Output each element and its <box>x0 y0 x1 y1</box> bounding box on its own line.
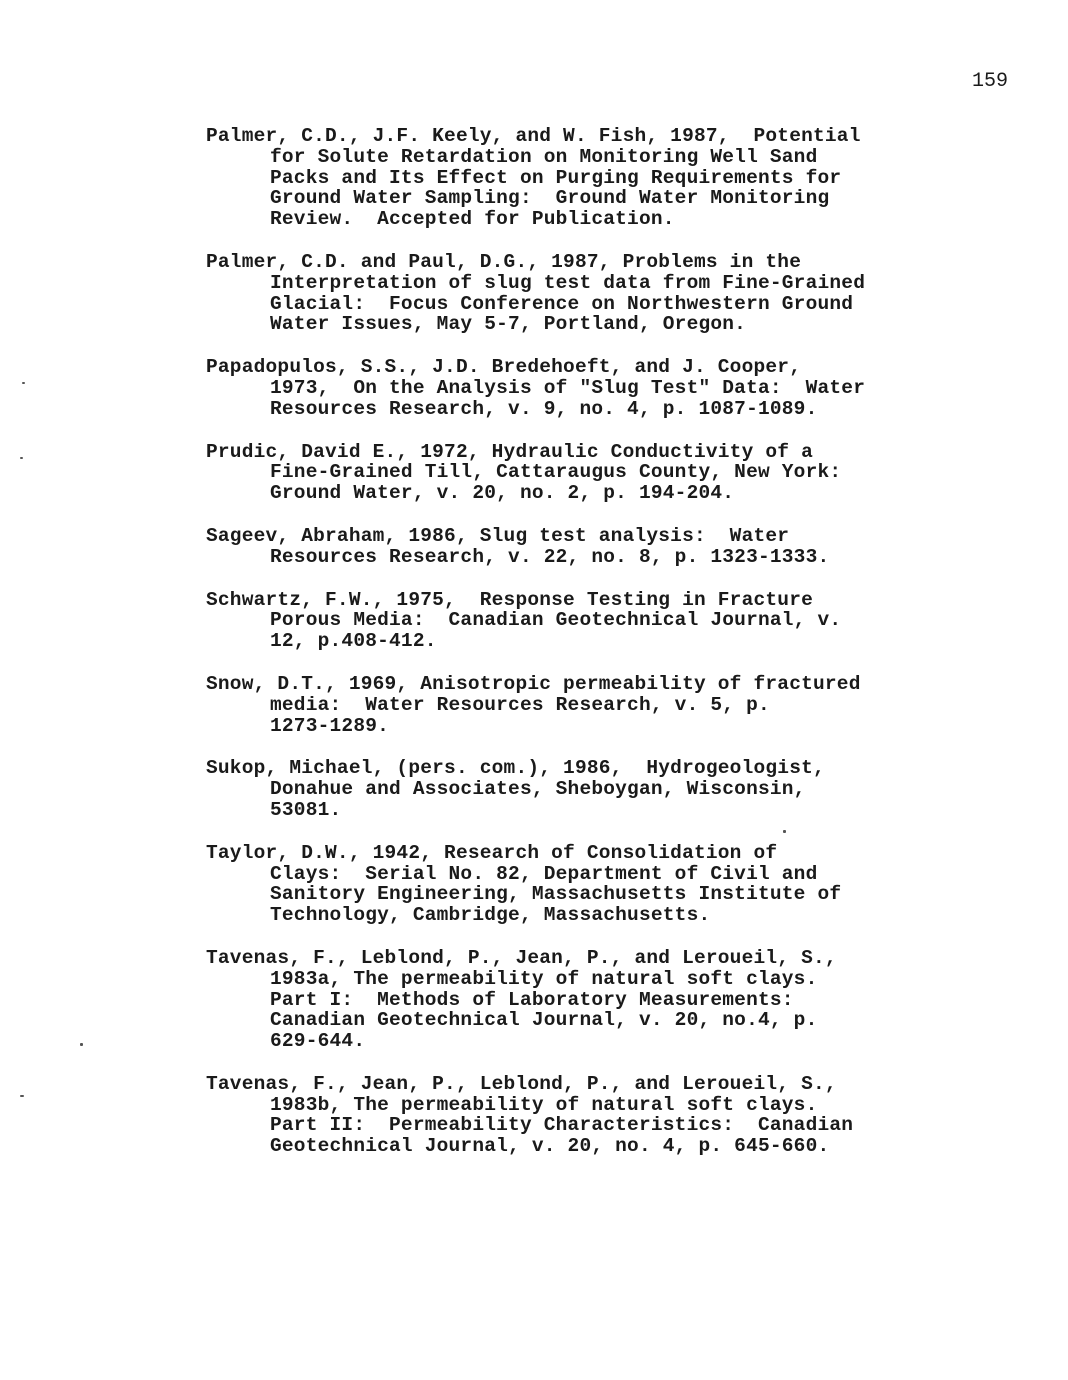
reference-first-line: Taylor, D.W., 1942, Research of Consolidation of <box>206 841 778 864</box>
reference-continuation-line: Resources Research, v. 22, no. 8, p. 1323-1333. <box>270 545 830 568</box>
reference-first-line: Snow, D.T., 1969, Anisotropic permeability of fractured <box>206 672 861 695</box>
reference-first-line: Palmer, C.D., J.F. Keely, and W. Fish, 1987, Potential <box>206 125 861 147</box>
reference-first-line: Tavenas, F., Jean, P., Leblond, P., and Leroueil, S., <box>206 1072 837 1095</box>
reference-continuation-line: Geotechnical Journal, v. 20, no. 4, p. 645-660. <box>270 1135 830 1158</box>
reference-entry <box>206 948 926 1052</box>
reference-first-line: Palmer, C.D. and Paul, D.G., 1987, Problems in the <box>206 250 802 273</box>
reference-entry <box>206 1074 926 1157</box>
reference-first-line: Prudic, David E., 1972, Hydraulic Conductivity of a <box>206 440 813 463</box>
reference-entry <box>206 590 926 652</box>
reference-entry <box>206 526 926 568</box>
scan-speck <box>783 830 786 833</box>
reference-first-line: Tavenas, F., Leblond, P., Jean, P., and Leroueil, S., <box>206 946 837 969</box>
reference-continuation-line: 12, p.408-412. <box>270 630 437 653</box>
reference-continuation-line: 1273-1289. <box>270 714 390 737</box>
reference-continuation-line: Review. Accepted for Publication. <box>270 208 675 231</box>
reference-continuation-line: 1983b, The permeability of natural soft clays. <box>270 1093 818 1116</box>
reference-continuation-line: Fine-Grained Till, Cattaraugus County, New York: <box>270 461 842 484</box>
reference-continuation-line: Resources Research, v. 9, no. 4, p. 1087-1089. <box>270 397 818 420</box>
scan-speck <box>80 1043 83 1046</box>
reference-first-line: Papadopulos, S.S., J.D. Bredehoeft, and J. Cooper, <box>206 356 802 379</box>
reference-continuation-line: Porous Media: Canadian Geotechnical Journal, v. <box>270 609 842 632</box>
reference-continuation-line: Canadian Geotechnical Journal, v. 20, no.4, p. <box>270 1009 818 1032</box>
reference-continuation-line: 1973, On the Analysis of "Slug Test" Data: Water <box>270 376 866 399</box>
reference-continuation-line: Part II: Permeability Characteristics: Canadian <box>270 1114 854 1137</box>
reference-continuation-line: for Solute Retardation on Monitoring Well Sand <box>270 145 818 168</box>
reference-continuation-line: Glacial: Focus Conference on Northwestern Ground <box>270 292 854 315</box>
reference-first-line: Schwartz, F.W., 1975, Response Testing in Fracture <box>206 588 813 611</box>
reference-entry <box>206 252 926 335</box>
scan-speck <box>20 1095 24 1097</box>
reference-entry <box>206 442 926 504</box>
page-number: 159 <box>972 70 1009 93</box>
scan-speck <box>22 382 25 384</box>
scan-speck <box>20 457 23 459</box>
reference-continuation-line: Ground Water Sampling: Ground Water Monitoring <box>270 187 830 210</box>
reference-list <box>206 126 926 1179</box>
reference-continuation-line: Interpretation of slug test data from Fine-Grained <box>270 271 866 294</box>
reference-entry <box>206 758 926 820</box>
reference-entry <box>206 843 926 926</box>
reference-continuation-line: Clays: Serial No. 82, Department of Civil and <box>270 862 818 885</box>
reference-continuation-line: Ground Water, v. 20, no. 2, p. 194-204. <box>270 482 735 505</box>
reference-continuation-line: 53081. <box>270 798 342 821</box>
reference-continuation-line: media: Water Resources Research, v. 5, p. <box>270 693 770 716</box>
reference-continuation-line: Sanitory Engineering, Massachusetts Institute of <box>270 883 842 906</box>
reference-continuation-line: Packs and Its Effect on Purging Requirements for <box>270 166 842 189</box>
reference-continuation-line: 629-644. <box>270 1030 366 1053</box>
reference-entry <box>206 674 926 736</box>
reference-first-line: Sageev, Abraham, 1986, Slug test analysis: Water <box>206 524 790 547</box>
reference-continuation-line: Water Issues, May 5-7, Portland, Oregon. <box>270 313 747 336</box>
reference-continuation-line: Technology, Cambridge, Massachusetts. <box>270 904 711 927</box>
reference-entry <box>206 126 926 230</box>
reference-entry <box>206 357 926 419</box>
reference-continuation-line: 1983a, The permeability of natural soft clays. <box>270 967 818 990</box>
reference-continuation-line: Donahue and Associates, Sheboygan, Wisconsin, <box>270 778 806 801</box>
reference-continuation-line: Part I: Methods of Laboratory Measurements: <box>270 988 794 1011</box>
reference-first-line: Sukop, Michael, (pers. com.), 1986, Hydrogeologist, <box>206 757 825 780</box>
